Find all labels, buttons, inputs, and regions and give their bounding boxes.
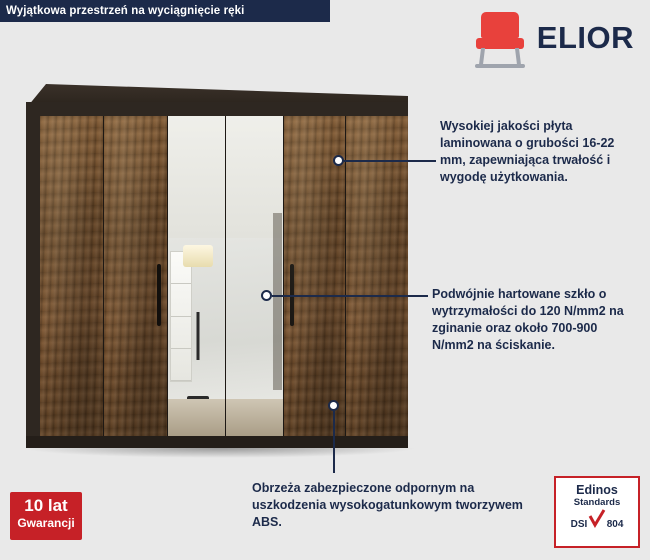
edinos-subtitle: Standards: [573, 497, 621, 508]
door-wood-1: [40, 116, 104, 438]
callout-line-1: [344, 160, 436, 162]
product-photo: [0, 74, 425, 474]
wardrobe-illustration: [18, 84, 408, 444]
wardrobe-carcass: [26, 102, 408, 442]
guarantee-years: 10 lat: [24, 496, 68, 515]
brand-logo[interactable]: [473, 8, 634, 70]
brand-name: ELIOR: [536, 19, 634, 55]
callout-line-2: [272, 295, 428, 297]
edinos-number: 804: [606, 519, 624, 530]
top-banner: Wyjątkowa przestrzeń na wyciągnięcie ręki: [0, 0, 330, 22]
reflection-lamp: [183, 245, 213, 267]
door-wood-2: [104, 116, 168, 438]
edinos-badge: [554, 476, 640, 548]
wardrobe-plinth: [26, 436, 408, 448]
armchair-icon: [473, 10, 529, 68]
door-mirror-2: [226, 116, 284, 438]
callout-marker-1: [333, 155, 344, 166]
edinos-code: [556, 519, 638, 531]
guarantee-label: Gwarancji: [17, 516, 75, 530]
callout-laminate: Wysokiej jakości płyta laminowana o grubości 16-22 mm, zapewniająca trwałość i wygodę użytkowania.: [440, 119, 615, 184]
callout-marker-2: [261, 290, 272, 301]
callout-edges: Obrzeża zabezpieczone odpornym na uszkodzenia wysokogatunkowym tworzywem ABS.: [252, 481, 523, 529]
callout-glass: Podwójnie hartowane szkło o wytrzymałości do 120 N/mm2 na zginanie oraz około 700-900 N/mm2 na ściskanie.: [432, 287, 624, 352]
wardrobe-doors: [40, 116, 408, 438]
callout-line-3: [333, 411, 335, 473]
guarantee-badge: [10, 492, 82, 540]
floor-shadow: [22, 448, 418, 458]
door-handle: [157, 264, 161, 326]
edinos-dsi: DSI: [570, 519, 588, 530]
edinos-title: Edinos: [576, 483, 618, 497]
callout-marker-3: [328, 400, 339, 411]
reflection-drawers: [170, 251, 191, 382]
door-mirror-1: [168, 116, 226, 438]
door-wood-4: [346, 116, 408, 438]
